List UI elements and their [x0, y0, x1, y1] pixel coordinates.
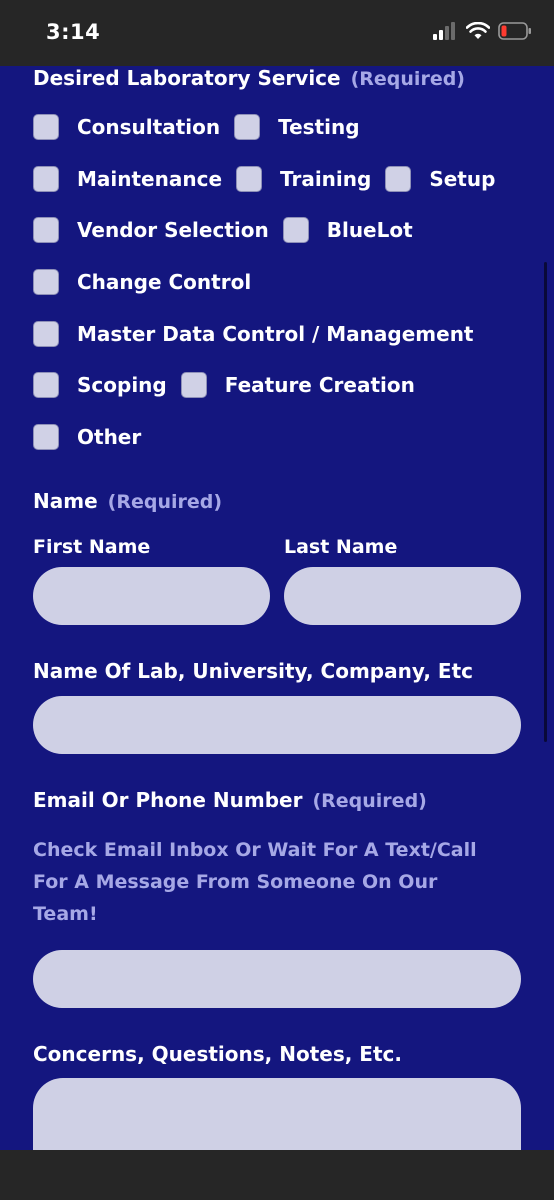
checkbox-label-bluelot[interactable]: BlueLot [326, 218, 413, 242]
service-row-2 [33, 166, 509, 192]
contact-required-tag: (Required) [312, 790, 427, 812]
cellular-signal-icon [432, 22, 458, 40]
service-row-1 [33, 114, 374, 140]
last-name-label: Last Name [284, 536, 398, 558]
checkbox-vendor-selection[interactable] [33, 217, 59, 243]
form-content[interactable] [0, 66, 554, 1150]
organization-input[interactable] [33, 696, 521, 754]
checkbox-label-master-data-control[interactable]: Master Data Control / Management [77, 322, 474, 346]
wifi-icon [466, 22, 490, 40]
checkbox-master-data-control[interactable] [33, 321, 59, 347]
checkbox-label-testing[interactable]: Testing [278, 115, 360, 139]
name-label: Name (Required) [33, 489, 223, 513]
organization-label: Name Of Lab, University, Company, Etc [33, 659, 473, 683]
checkbox-change-control[interactable] [33, 269, 59, 295]
contact-input[interactable] [33, 950, 521, 1008]
checkbox-feature-creation[interactable] [181, 372, 207, 398]
status-bar [0, 0, 554, 66]
checkbox-label-consultation[interactable]: Consultation [77, 115, 221, 139]
first-name-label: First Name [33, 536, 151, 558]
service-required-tag: (Required) [350, 68, 465, 90]
checkbox-training[interactable] [236, 166, 262, 192]
checkbox-scoping[interactable] [33, 372, 59, 398]
last-name-input[interactable] [284, 567, 521, 625]
service-row-7 [33, 424, 155, 450]
service-label: Desired Laboratory Service (Required) [33, 66, 465, 90]
service-row-6 [33, 372, 429, 398]
status-icons [432, 22, 532, 40]
checkbox-label-training[interactable]: Training [280, 167, 372, 191]
status-time: 3:14 [46, 20, 101, 44]
checkbox-label-change-control[interactable]: Change Control [77, 270, 252, 294]
scrollbar[interactable] [544, 262, 547, 742]
checkbox-other[interactable] [33, 424, 59, 450]
contact-label: Email Or Phone Number (Required) [33, 788, 427, 812]
notes-label: Concerns, Questions, Notes, Etc. [33, 1042, 402, 1066]
notes-textarea[interactable] [33, 1078, 521, 1150]
checkbox-label-feature-creation[interactable]: Feature Creation [224, 373, 415, 397]
checkbox-label-other[interactable]: Other [77, 425, 142, 449]
checkbox-setup[interactable] [385, 166, 411, 192]
service-row-3 [33, 217, 427, 243]
checkbox-label-maintenance[interactable]: Maintenance [77, 167, 223, 191]
service-row-4 [33, 269, 265, 295]
checkbox-bluelot[interactable] [283, 217, 309, 243]
bottom-bar [0, 1150, 554, 1200]
name-required-tag: (Required) [107, 491, 223, 513]
contact-description: Check Email Inbox Or Wait For A Text/Call For A Message From Someone On Our Team! [33, 839, 477, 925]
checkbox-label-scoping[interactable]: Scoping [77, 373, 167, 397]
first-name-input[interactable] [33, 567, 270, 625]
checkbox-consultation[interactable] [33, 114, 59, 140]
checkbox-testing[interactable] [234, 114, 260, 140]
service-row-5 [33, 321, 488, 347]
checkbox-label-setup[interactable]: Setup [429, 167, 496, 191]
checkbox-maintenance[interactable] [33, 166, 59, 192]
checkbox-label-vendor-selection[interactable]: Vendor Selection [77, 218, 269, 242]
battery-low-icon [498, 22, 532, 40]
